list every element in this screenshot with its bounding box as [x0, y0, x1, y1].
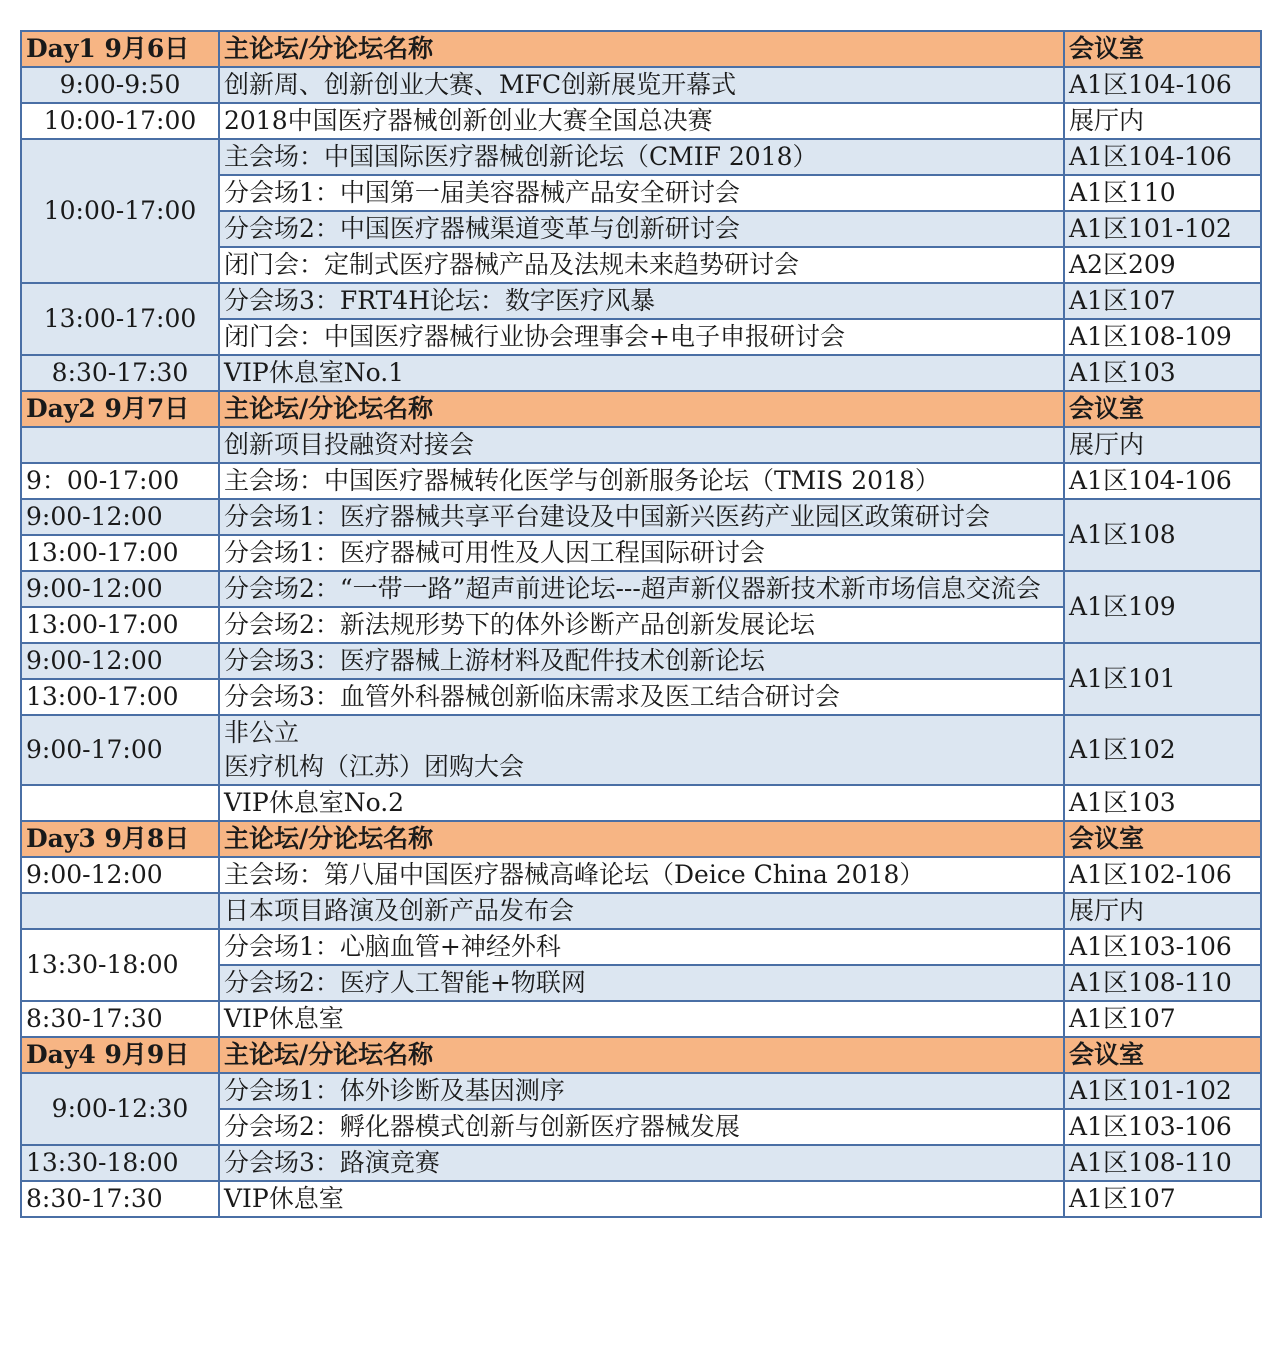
day-header-row	[21, 391, 1261, 427]
room-cell: A1区103-106	[1064, 929, 1261, 965]
day-label: Day2 9月7日	[21, 391, 219, 427]
room-header: 会议室	[1064, 1037, 1261, 1073]
room-cell: A1区107	[1064, 1001, 1261, 1037]
time-cell: 9:00-12:00	[21, 643, 219, 679]
time-cell: 13:30-18:00	[21, 929, 219, 1001]
forum-name-cell: 日本项目路演及创新产品发布会	[219, 893, 1064, 929]
room-cell: A1区103-106	[1064, 1109, 1261, 1145]
forum-name-cell: 分会场1：医疗器械共享平台建设及中国新兴医药产业园区政策研讨会	[219, 499, 1064, 535]
room-cell: A1区104-106	[1064, 139, 1261, 175]
table-row	[21, 103, 1261, 139]
forum-name-header: 主论坛/分论坛名称	[219, 391, 1064, 427]
room-cell: A2区209	[1064, 247, 1261, 283]
time-cell: 9:00-17:00	[21, 715, 219, 785]
forum-name-line: 医疗机构（江苏）团购大会	[224, 752, 525, 781]
time-cell: 9:00-12:00	[21, 857, 219, 893]
table-row	[21, 857, 1261, 893]
time-cell: 13:00-17:00	[21, 535, 219, 571]
forum-name-cell: 分会场1：中国第一届美容器械产品安全研讨会	[219, 175, 1064, 211]
room-cell: A1区110	[1064, 175, 1261, 211]
room-cell: 展厅内	[1064, 427, 1261, 463]
forum-name-line: 非公立	[224, 718, 300, 747]
room-cell: A1区103	[1064, 785, 1261, 821]
room-cell: A1区108-110	[1064, 965, 1261, 1001]
time-cell: 9:00-12:00	[21, 571, 219, 607]
schedule-table	[20, 30, 1262, 1218]
table-row	[21, 785, 1261, 821]
room-cell: A1区108-109	[1064, 319, 1261, 355]
time-cell: 13:00-17:00	[21, 283, 219, 355]
time-cell: 9:00-9:50	[21, 67, 219, 103]
table-row	[21, 715, 1261, 785]
table-row	[21, 571, 1261, 607]
table-row	[21, 67, 1261, 103]
forum-name-cell: 主会场：中国医疗器械转化医学与创新服务论坛（TMIS 2018）	[219, 463, 1064, 499]
day-label: Day3 9月8日	[21, 821, 219, 857]
time-cell: 13:00-17:00	[21, 679, 219, 715]
forum-name-header: 主论坛/分论坛名称	[219, 821, 1064, 857]
forum-name-cell: 创新项目投融资对接会	[219, 427, 1064, 463]
time-cell: 9:00-12:00	[21, 499, 219, 535]
forum-name-cell: 主会场：第八届中国医疗器械高峰论坛（Deice China 2018）	[219, 857, 1064, 893]
forum-name-cell: 闭门会：中国医疗器械行业协会理事会+电子申报研讨会	[219, 319, 1064, 355]
table-row	[21, 283, 1261, 319]
forum-name-cell: 分会场1：体外诊断及基因测序	[219, 1073, 1064, 1109]
table-row	[21, 139, 1261, 175]
table-row	[21, 929, 1261, 965]
time-cell: 8:30-17:30	[21, 355, 219, 391]
forum-name-cell: 分会场3：FRT4H论坛：数字医疗风暴	[219, 283, 1064, 319]
forum-name-cell: 分会场2：新法规形势下的体外诊断产品创新发展论坛	[219, 607, 1064, 643]
table-row	[21, 499, 1261, 535]
table-row	[21, 1181, 1261, 1217]
forum-name-cell: 分会场3：路演竞赛	[219, 1145, 1064, 1181]
day-label: Day4 9月9日	[21, 1037, 219, 1073]
room-header: 会议室	[1064, 31, 1261, 67]
room-header: 会议室	[1064, 391, 1261, 427]
room-cell: A1区108	[1064, 499, 1261, 571]
time-cell	[21, 893, 219, 929]
forum-name-cell: 分会场3：血管外科器械创新临床需求及医工结合研讨会	[219, 679, 1064, 715]
time-cell: 13:30-18:00	[21, 1145, 219, 1181]
forum-name-cell: 分会场2：医疗人工智能+物联网	[219, 965, 1064, 1001]
forum-name-header: 主论坛/分论坛名称	[219, 31, 1064, 67]
day-header-row	[21, 1037, 1261, 1073]
time-cell: 10:00-17:00	[21, 103, 219, 139]
table-row	[21, 643, 1261, 679]
table-row	[21, 893, 1261, 929]
time-cell: 9：00-17:00	[21, 463, 219, 499]
room-cell: A1区107	[1064, 283, 1261, 319]
forum-name-cell	[219, 715, 1064, 785]
forum-name-cell: 主会场：中国国际医疗器械创新论坛（CMIF 2018）	[219, 139, 1064, 175]
table-row	[21, 1073, 1261, 1109]
time-cell: 13:00-17:00	[21, 607, 219, 643]
room-cell: A1区102-106	[1064, 857, 1261, 893]
room-cell: A1区102	[1064, 715, 1261, 785]
room-cell: 展厅内	[1064, 893, 1261, 929]
forum-name-cell: 分会场1：医疗器械可用性及人因工程国际研讨会	[219, 535, 1064, 571]
table-row	[21, 463, 1261, 499]
table-row	[21, 355, 1261, 391]
time-cell: 9:00-12:30	[21, 1073, 219, 1145]
forum-name-cell: VIP休息室	[219, 1001, 1064, 1037]
day-label: Day1 9月6日	[21, 31, 219, 67]
room-cell: A1区104-106	[1064, 463, 1261, 499]
forum-name-cell: 分会场1：心脑血管+神经外科	[219, 929, 1064, 965]
table-row	[21, 427, 1261, 463]
forum-name-cell: 2018中国医疗器械创新创业大赛全国总决赛	[219, 103, 1064, 139]
time-cell: 8:30-17:30	[21, 1181, 219, 1217]
forum-name-cell: 分会场2：孵化器模式创新与创新医疗器械发展	[219, 1109, 1064, 1145]
room-header: 会议室	[1064, 821, 1261, 857]
table-row	[21, 1145, 1261, 1181]
room-cell: A1区103	[1064, 355, 1261, 391]
room-cell: A1区101	[1064, 643, 1261, 715]
room-cell: 展厅内	[1064, 103, 1261, 139]
forum-name-cell: 分会场2：“一带一路”超声前进论坛---超声新仪器新技术新市场信息交流会	[219, 571, 1064, 607]
forum-name-cell: 闭门会：定制式医疗器械产品及法规未来趋势研讨会	[219, 247, 1064, 283]
room-cell: A1区108-110	[1064, 1145, 1261, 1181]
forum-name-cell: VIP休息室No.1	[219, 355, 1064, 391]
table-row	[21, 1001, 1261, 1037]
room-cell: A1区101-102	[1064, 1073, 1261, 1109]
room-cell: A1区109	[1064, 571, 1261, 643]
time-cell: 8:30-17:30	[21, 1001, 219, 1037]
time-cell	[21, 785, 219, 821]
forum-name-cell: 分会场3：医疗器械上游材料及配件技术创新论坛	[219, 643, 1064, 679]
forum-name-cell: 创新周、创新创业大赛、MFC创新展览开幕式	[219, 67, 1064, 103]
forum-name-cell: VIP休息室	[219, 1181, 1064, 1217]
room-cell: A1区104-106	[1064, 67, 1261, 103]
forum-name-cell: VIP休息室No.2	[219, 785, 1064, 821]
day-header-row	[21, 821, 1261, 857]
room-cell: A1区101-102	[1064, 211, 1261, 247]
room-cell: A1区107	[1064, 1181, 1261, 1217]
forum-name-header: 主论坛/分论坛名称	[219, 1037, 1064, 1073]
time-cell	[21, 427, 219, 463]
day-header-row	[21, 31, 1261, 67]
time-cell: 10:00-17:00	[21, 139, 219, 283]
forum-name-cell: 分会场2：中国医疗器械渠道变革与创新研讨会	[219, 211, 1064, 247]
